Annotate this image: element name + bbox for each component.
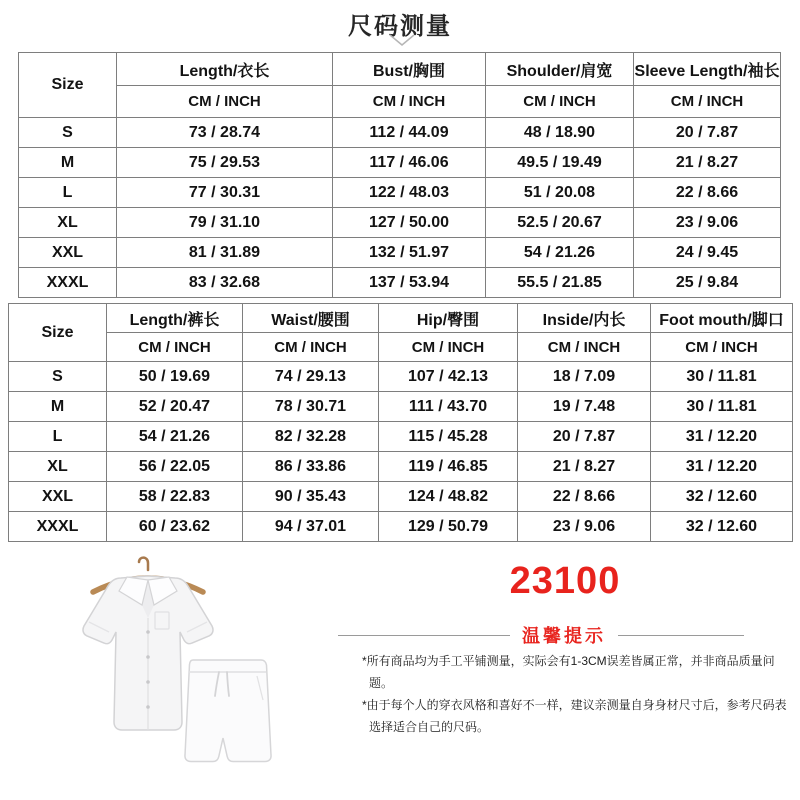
table-row: [19, 268, 781, 298]
table-row: [9, 392, 793, 422]
value-cell: 82 / 32.28: [243, 422, 379, 452]
unit-header: CM / INCH: [518, 333, 651, 362]
value-cell: 23 / 9.06: [518, 512, 651, 542]
value-cell: 115 / 45.28: [379, 422, 518, 452]
value-cell: 32 / 12.60: [651, 512, 793, 542]
value-cell: 21 / 8.27: [518, 452, 651, 482]
tips-title: 温馨提示: [522, 626, 606, 646]
value-cell: 21 / 8.27: [634, 148, 781, 178]
value-cell: 30 / 11.81: [651, 362, 793, 392]
value-cell: 74 / 29.13: [243, 362, 379, 392]
column-header: Foot mouth/脚口: [651, 304, 793, 333]
value-cell: 129 / 50.79: [379, 512, 518, 542]
value-cell: 20 / 7.87: [634, 118, 781, 148]
size-cell: XXL: [9, 482, 107, 512]
size-cell: XXL: [19, 238, 117, 268]
unit-header: CM / INCH: [243, 333, 379, 362]
chevron-down-icon: [389, 34, 415, 47]
column-header: Shoulder/肩宽: [486, 53, 634, 86]
size-cell: XL: [19, 208, 117, 238]
table-row: [9, 362, 793, 392]
value-cell: 54 / 21.26: [107, 422, 243, 452]
size-column-header: Size: [19, 53, 117, 118]
value-cell: 50 / 19.69: [107, 362, 243, 392]
size-cell: S: [19, 118, 117, 148]
size-column-header: Size: [9, 304, 107, 362]
value-cell: 94 / 37.01: [243, 512, 379, 542]
value-cell: 73 / 28.74: [117, 118, 333, 148]
value-cell: 24 / 9.45: [634, 238, 781, 268]
size-cell: L: [9, 422, 107, 452]
value-cell: 18 / 7.09: [518, 362, 651, 392]
value-cell: 122 / 48.03: [333, 178, 486, 208]
value-cell: 81 / 31.89: [117, 238, 333, 268]
column-header: Length/衣长: [117, 53, 333, 86]
table-row: [19, 238, 781, 268]
table-row: [9, 512, 793, 542]
unit-header: CM / INCH: [333, 86, 486, 118]
table-row: [19, 208, 781, 238]
table-row: [19, 148, 781, 178]
value-cell: 20 / 7.87: [518, 422, 651, 452]
size-cell: S: [9, 362, 107, 392]
size-cell: M: [19, 148, 117, 178]
value-cell: 60 / 23.62: [107, 512, 243, 542]
value-cell: 52 / 20.47: [107, 392, 243, 422]
value-cell: 137 / 53.94: [333, 268, 486, 298]
value-cell: 52.5 / 20.67: [486, 208, 634, 238]
value-cell: 56 / 22.05: [107, 452, 243, 482]
column-header: Sleeve Length/袖长: [634, 53, 781, 86]
value-cell: 127 / 50.00: [333, 208, 486, 238]
divider-line-left: [338, 635, 510, 636]
value-cell: 124 / 48.82: [379, 482, 518, 512]
value-cell: 79 / 31.10: [117, 208, 333, 238]
value-cell: 83 / 32.68: [117, 268, 333, 298]
value-cell: 117 / 46.06: [333, 148, 486, 178]
value-cell: 49.5 / 19.49: [486, 148, 634, 178]
tips-text: [362, 650, 792, 738]
value-cell: 19 / 7.48: [518, 392, 651, 422]
value-cell: 77 / 30.31: [117, 178, 333, 208]
page-title: 尺码测量: [348, 13, 452, 40]
value-cell: 25 / 9.84: [634, 268, 781, 298]
value-cell: 86 / 33.86: [243, 452, 379, 482]
column-header: Inside/内长: [518, 304, 651, 333]
shorts-illustration: [185, 660, 271, 762]
value-cell: 112 / 44.09: [333, 118, 486, 148]
value-cell: 107 / 42.13: [379, 362, 518, 392]
unit-header: CM / INCH: [379, 333, 518, 362]
value-cell: 111 / 43.70: [379, 392, 518, 422]
value-cell: 132 / 51.97: [333, 238, 486, 268]
value-cell: 78 / 30.71: [243, 392, 379, 422]
value-cell: 54 / 21.26: [486, 238, 634, 268]
value-cell: 119 / 46.85: [379, 452, 518, 482]
size-cell: XXXL: [19, 268, 117, 298]
value-cell: 58 / 22.83: [107, 482, 243, 512]
column-header: Bust/胸围: [333, 53, 486, 86]
table-row: [19, 118, 781, 148]
tip-line-2: *由于每个人的穿衣风格和喜好不一样，建议亲测量自身身材尺寸后，参考尺码表选择适合自己的尺码。: [362, 698, 787, 734]
value-cell: 32 / 12.60: [651, 482, 793, 512]
value-cell: 22 / 8.66: [518, 482, 651, 512]
table-row: [9, 422, 793, 452]
value-cell: 22 / 8.66: [634, 178, 781, 208]
product-photo: [75, 550, 275, 775]
size-cell: XXXL: [9, 512, 107, 542]
size-cell: M: [9, 392, 107, 422]
column-header: Waist/腰围: [243, 304, 379, 333]
unit-header: CM / INCH: [651, 333, 793, 362]
unit-header: CM / INCH: [486, 86, 634, 118]
shirt-size-table: [18, 52, 781, 298]
table-row: [19, 178, 781, 208]
divider-line-right: [618, 635, 744, 636]
table-row: [9, 452, 793, 482]
size-cell: L: [19, 178, 117, 208]
tip-line-1: *所有商品均为手工平铺测量，实际会有1-3CM误差皆属正常，并非商品质量问题。: [362, 654, 775, 690]
value-cell: 23 / 9.06: [634, 208, 781, 238]
column-header: Hip/臀围: [379, 304, 518, 333]
unit-header: CM / INCH: [107, 333, 243, 362]
value-cell: 55.5 / 21.85: [486, 268, 634, 298]
value-cell: 31 / 12.20: [651, 422, 793, 452]
column-header: Length/裤长: [107, 304, 243, 333]
value-cell: 30 / 11.81: [651, 392, 793, 422]
tips-divider: [338, 622, 750, 648]
value-cell: 48 / 18.90: [486, 118, 634, 148]
unit-header: CM / INCH: [634, 86, 781, 118]
value-cell: 90 / 35.43: [243, 482, 379, 512]
unit-header: CM / INCH: [117, 86, 333, 118]
table-row: [9, 482, 793, 512]
product-code: 23100: [509, 560, 621, 602]
value-cell: 75 / 29.53: [117, 148, 333, 178]
size-cell: XL: [9, 452, 107, 482]
value-cell: 31 / 12.20: [651, 452, 793, 482]
pants-size-table: [8, 303, 793, 542]
value-cell: 51 / 20.08: [486, 178, 634, 208]
